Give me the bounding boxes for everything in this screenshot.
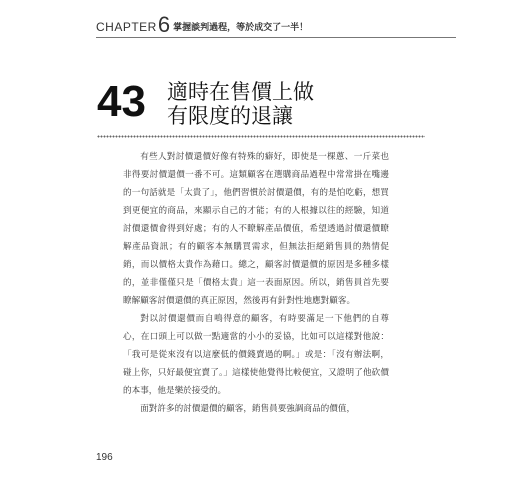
paragraph-2: 對以討價還價而自鳴得意的顧客，有時要滿足一下他們的自尊心，在口頭上可以做一點適當的小小的妥協，比如可以這樣對他說：「我可是從來沒有以這麼低的價錢賣過的啊。」或是：「沒有辦法啊，碰上你，只好最便宜賣了。」這樣使他覺得比較便宜，又證明了他砍價的本事，他是樂於接受的。 <box>123 314 389 396</box>
page-number: 196 <box>96 452 113 463</box>
dotted-divider <box>97 135 425 138</box>
body-text <box>123 148 389 418</box>
chapter-number: 6 <box>157 12 171 37</box>
paragraph-1: 有些人對討價還價好像有特殊的癖好，即使是一棵蔥、一斤菜也非得要討價還價一番不可。這類顧客在選購商品過程中常常掛在嘴邊的一句話就是「太貴了」，他們習慣於討價還價，有的是怕吃虧，想買到更便宜的商品，來顯示自己的才能；有的人根據以往的經驗，知道討價還價會得到好處；有的人不瞭解產品價值，希望透過討價還價瞭解產品資訊；有的顧客本無購買需求，但無法拒絕銷售員的熱情促銷，而以價格太貴作為藉口。總之，顧客討價還價的原因是多種多樣的，並非僅僅只是「價格太貴」這一表面原因。所以，銷售員首先要瞭解顧客討價還價的真正原因，然後再有針對性地應對顧客。 <box>123 152 389 306</box>
chapter-label: CHAPTER <box>96 20 157 34</box>
section-title-line-1: 適時在售價上做 <box>167 80 314 104</box>
paragraph-3: 面對許多的討價還價的顧客，銷售員要強調商品的價值， <box>140 404 356 414</box>
section-number: 43 <box>97 77 146 126</box>
chapter-title: 掌握談判過程，等於成交了一半！ <box>173 23 309 33</box>
section-heading <box>97 77 427 130</box>
running-header <box>96 10 456 36</box>
section-title <box>167 80 314 128</box>
section-title-line-2: 有限度的退讓 <box>167 104 293 128</box>
header-divider <box>96 37 456 38</box>
